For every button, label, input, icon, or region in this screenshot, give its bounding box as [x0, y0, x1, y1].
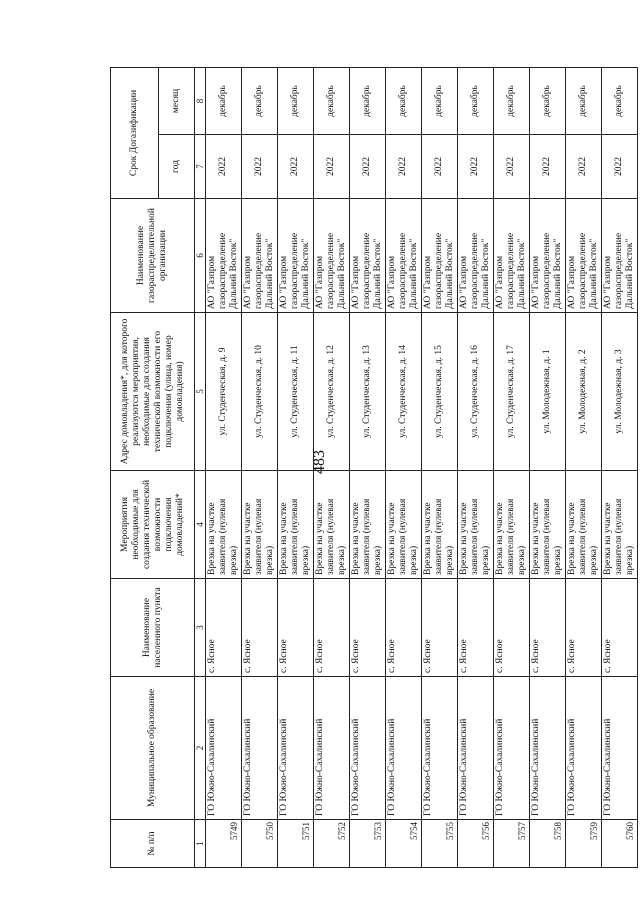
cell-num: 5755: [422, 820, 458, 868]
cell-municipality: ГО Южно-Сахалинский: [530, 677, 566, 820]
column-index: 1: [195, 820, 206, 868]
table-row: [422, 68, 458, 868]
cell-municipality: ГО Южно-Сахалинский: [494, 677, 530, 820]
cell-settlement: с. Ясное: [602, 579, 638, 677]
cell-num: 5752: [314, 820, 350, 868]
cell-municipality: ГО Южно-Сахалинский: [566, 677, 602, 820]
cell-measure: Врезка на участке заявителя (нулевая врезка): [422, 471, 458, 579]
cell-org: АО "Газпром газораспределение Дальний Восток": [422, 199, 458, 313]
cell-org: АО "Газпром газораспределение Дальний Восток": [314, 199, 350, 313]
cell-measure: Врезка на участке заявителя (нулевая врезка): [206, 471, 242, 579]
cell-measure: Врезка на участке заявителя (нулевая врезка): [566, 471, 602, 579]
cell-month: декабрь: [314, 68, 350, 135]
cell-measure: Врезка на участке заявителя (нулевая врезка): [278, 471, 314, 579]
cell-municipality: ГО Южно-Сахалинский: [314, 677, 350, 820]
cell-settlement: с. Ясное: [350, 579, 386, 677]
header-address: Адрес домовладения*, для которого реализуются мероприятия, необходимые для создания технической возможности его подключения (улица, номер домовладения): [111, 313, 195, 471]
column-index: 7: [195, 135, 206, 199]
cell-num: 5760: [602, 820, 638, 868]
cell-num: 5756: [458, 820, 494, 868]
table-row: [206, 68, 242, 868]
cell-municipality: ГО Южно-Сахалинский: [458, 677, 494, 820]
cell-settlement: с. Ясное: [278, 579, 314, 677]
cell-address: ул. Студенческая, д. 13: [350, 313, 386, 471]
column-index: 2: [195, 677, 206, 820]
cell-year: 2022: [242, 135, 278, 199]
cell-municipality: ГО Южно-Сахалинский: [602, 677, 638, 820]
cell-municipality: ГО Южно-Сахалинский: [386, 677, 422, 820]
cell-settlement: с. Ясное: [314, 579, 350, 677]
cell-address: ул. Молодежная, д. 2: [566, 313, 602, 471]
cell-settlement: с. Ясное: [422, 579, 458, 677]
header-municipality: Муниципальное образование: [111, 677, 195, 820]
header-deadline: Срок Догазификации: [111, 68, 159, 199]
cell-org: АО "Газпром газораспределение Дальний Восток": [278, 199, 314, 313]
cell-org: АО "Газпром газораспределение Дальний Восток": [530, 199, 566, 313]
header-month: месяц: [159, 68, 195, 135]
cell-settlement: с. Ясное: [386, 579, 422, 677]
cell-municipality: ГО Южно-Сахалинский: [422, 677, 458, 820]
gasification-table: [110, 67, 638, 868]
header-num: № п/п: [111, 820, 195, 868]
cell-measure: Врезка на участке заявителя (нулевая врезка): [458, 471, 494, 579]
cell-month: декабрь: [458, 68, 494, 135]
cell-address: ул. Студенческая, д. 14: [386, 313, 422, 471]
cell-settlement: с. Ясное: [494, 579, 530, 677]
cell-address: ул. Студенческая, д. 10: [242, 313, 278, 471]
cell-year: 2022: [422, 135, 458, 199]
cell-year: 2022: [386, 135, 422, 199]
cell-address: ул. Молодежная, д. 3: [602, 313, 638, 471]
cell-month: декабрь: [242, 68, 278, 135]
cell-measure: Врезка на участке заявителя (нулевая врезка): [314, 471, 350, 579]
page-number: 483: [311, 450, 328, 474]
cell-org: АО "Газпром газораспределение Дальний Восток": [350, 199, 386, 313]
cell-municipality: ГО Южно-Сахалинский: [350, 677, 386, 820]
cell-month: декабрь: [530, 68, 566, 135]
column-index: 5: [195, 313, 206, 471]
cell-year: 2022: [494, 135, 530, 199]
cell-org: АО "Газпром газораспределение Дальний Восток": [206, 199, 242, 313]
column-index: 4: [195, 471, 206, 579]
cell-org: АО "Газпром газораспределение Дальний Восток": [566, 199, 602, 313]
cell-municipality: ГО Южно-Сахалинский: [278, 677, 314, 820]
table-row: [314, 68, 350, 868]
cell-address: ул. Студенческая, д. 16: [458, 313, 494, 471]
column-index: 6: [195, 199, 206, 313]
cell-num: 5753: [350, 820, 386, 868]
cell-num: 5750: [242, 820, 278, 868]
cell-year: 2022: [530, 135, 566, 199]
cell-org: АО "Газпром газораспределение Дальний Восток": [458, 199, 494, 313]
table-row: [494, 68, 530, 868]
column-index: 3: [195, 579, 206, 677]
gasification-table-container: [110, 68, 635, 868]
cell-month: декабрь: [422, 68, 458, 135]
table-row: [530, 68, 566, 868]
cell-address: ул. Студенческая, д. 17: [494, 313, 530, 471]
header-org: Наименование газораспределительной организации: [111, 199, 195, 313]
cell-num: 5757: [494, 820, 530, 868]
cell-month: декабрь: [494, 68, 530, 135]
column-index-row: [195, 68, 206, 868]
cell-month: декабрь: [602, 68, 638, 135]
cell-settlement: с. Ясное: [566, 579, 602, 677]
cell-measure: Врезка на участке заявителя (нулевая врезка): [494, 471, 530, 579]
cell-measure: Врезка на участке заявителя (нулевая врезка): [386, 471, 422, 579]
cell-address: ул. Студенческая, д. 15: [422, 313, 458, 471]
cell-num: 5751: [278, 820, 314, 868]
cell-year: 2022: [314, 135, 350, 199]
cell-year: 2022: [350, 135, 386, 199]
cell-address: ул. Молодежная, д. 1: [530, 313, 566, 471]
cell-year: 2022: [566, 135, 602, 199]
cell-num: 5749: [206, 820, 242, 868]
table-row: [350, 68, 386, 868]
cell-month: декабрь: [566, 68, 602, 135]
cell-measure: Врезка на участке заявителя (нулевая врезка): [530, 471, 566, 579]
header-measures: Мероприятия необходимые для создания технической возможности подключения домовладений*: [111, 471, 195, 579]
cell-measure: Врезка на участке заявителя (нулевая врезка): [242, 471, 278, 579]
cell-settlement: с. Ясное: [242, 579, 278, 677]
cell-settlement: с. Ясное: [458, 579, 494, 677]
cell-month: декабрь: [386, 68, 422, 135]
cell-address: ул. Студенческая, д. 11: [278, 313, 314, 471]
cell-measure: Врезка на участке заявителя (нулевая врезка): [602, 471, 638, 579]
table-row: [566, 68, 602, 868]
cell-municipality: ГО Южно-Сахалинский: [242, 677, 278, 820]
header-year: год: [159, 135, 195, 199]
column-index: 8: [195, 68, 206, 135]
cell-address: ул. Студенческая, д. 9: [206, 313, 242, 471]
cell-num: 5754: [386, 820, 422, 868]
table-row: [458, 68, 494, 868]
cell-month: декабрь: [278, 68, 314, 135]
cell-org: АО "Газпром газораспределение Дальний Восток": [494, 199, 530, 313]
cell-year: 2022: [602, 135, 638, 199]
cell-month: декабрь: [206, 68, 242, 135]
cell-year: 2022: [458, 135, 494, 199]
cell-municipality: ГО Южно-Сахалинский: [206, 677, 242, 820]
cell-measure: Врезка на участке заявителя (нулевая врезка): [350, 471, 386, 579]
table-row: [278, 68, 314, 868]
cell-num: 5759: [566, 820, 602, 868]
table-row: [242, 68, 278, 868]
table-row: [386, 68, 422, 868]
cell-year: 2022: [206, 135, 242, 199]
cell-year: 2022: [278, 135, 314, 199]
cell-month: декабрь: [350, 68, 386, 135]
cell-org: АО "Газпром газораспределение Дальний Восток": [386, 199, 422, 313]
cell-address: ул. Студенческая, д. 12: [314, 313, 350, 471]
cell-num: 5758: [530, 820, 566, 868]
cell-org: АО "Газпром газораспределение Дальний Восток": [602, 199, 638, 313]
cell-org: АО "Газпром газораспределение Дальний Восток": [242, 199, 278, 313]
cell-settlement: с. Ясное: [530, 579, 566, 677]
table-row: [602, 68, 638, 868]
cell-settlement: с. Ясное: [206, 579, 242, 677]
header-settlement: Наименование населенного пункта: [111, 579, 195, 677]
